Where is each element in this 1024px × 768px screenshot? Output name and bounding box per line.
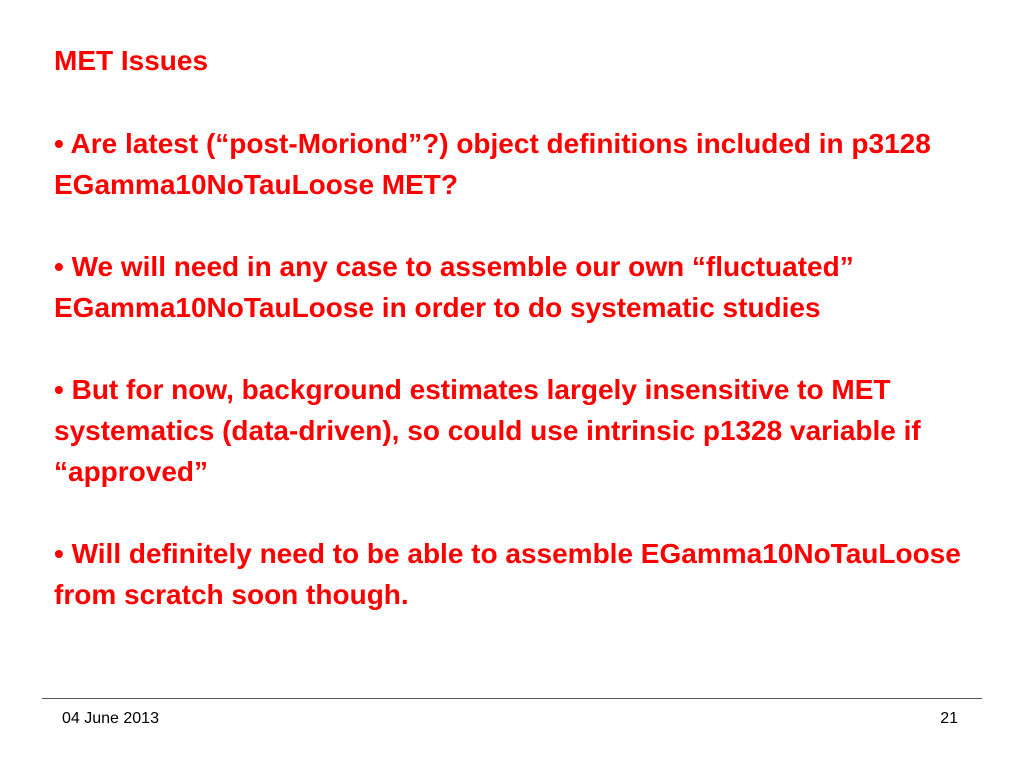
page-number: 21 xyxy=(940,710,958,727)
bullet-text: We will need in any case to assemble our own “fluctuated” EGamma10NoTauLoose in order to do systematic studies xyxy=(54,251,854,323)
bullet-marker: • xyxy=(54,251,72,282)
slide-title: MET Issues xyxy=(54,45,209,76)
bullet-item xyxy=(54,533,1004,615)
bullet-item xyxy=(54,246,1004,328)
footer-date: 04 June 2013 xyxy=(62,710,159,727)
footer-divider xyxy=(42,698,982,699)
bullet-marker: • xyxy=(54,538,72,569)
bullet-text: Are latest (“post-Moriond”?) object definitions included in p3128 EGamma10NoTauLoose MET? xyxy=(54,128,931,200)
bullet-text: But for now, background estimates largely insensitive to MET systematics (data-driven), so could use intrinsic p1328 variable if “approved” xyxy=(54,374,921,487)
bullet-marker: • xyxy=(54,128,71,159)
bullet-item xyxy=(54,123,1004,205)
bullet-marker: • xyxy=(54,374,72,405)
bullet-item xyxy=(54,369,1004,492)
bullet-list xyxy=(54,123,1004,656)
bullet-text: Will definitely need to be able to assemble EGamma10NoTauLoose from scratch soon though. xyxy=(54,538,961,610)
